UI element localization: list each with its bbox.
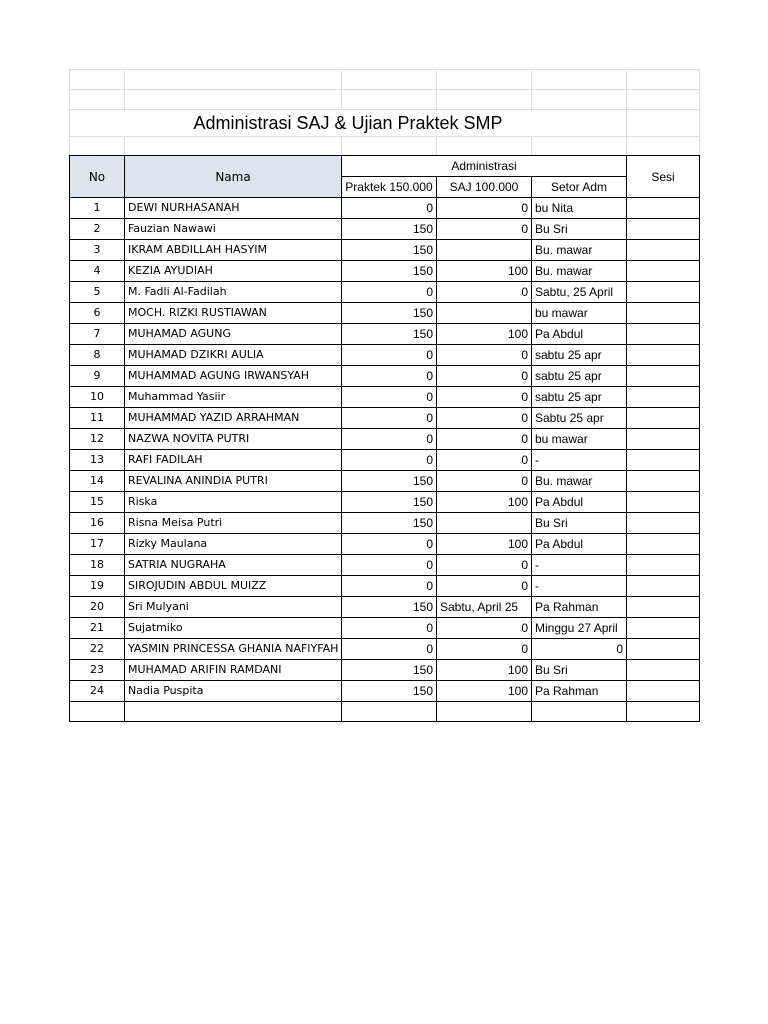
empty-cell[interactable] — [532, 702, 627, 722]
cell-nama[interactable]: KEZIA AYUDIAH — [125, 261, 342, 282]
cell-setor[interactable]: sabtu 25 apr — [532, 366, 627, 387]
cell-praktek[interactable]: 150 — [342, 660, 437, 681]
cell-no[interactable]: 16 — [70, 513, 125, 534]
cell-sesi[interactable] — [627, 408, 700, 429]
cell-sesi[interactable] — [627, 366, 700, 387]
cell-praktek[interactable]: 150 — [342, 240, 437, 261]
empty-cell[interactable] — [627, 702, 700, 722]
cell-saj[interactable]: 0 — [437, 618, 532, 639]
table-row — [70, 513, 700, 534]
cell-sesi[interactable] — [627, 450, 700, 471]
table-row — [70, 576, 700, 597]
header-administrasi[interactable]: Administrasi — [342, 156, 627, 177]
table-row — [70, 471, 700, 492]
cell-no[interactable]: 12 — [70, 429, 125, 450]
cell-no[interactable]: 24 — [70, 681, 125, 702]
cell-setor[interactable]: Sabtu 25 apr — [532, 408, 627, 429]
cell-setor[interactable]: - — [532, 555, 627, 576]
empty-cell[interactable] — [70, 90, 125, 110]
cell-nama[interactable]: MOCH. RIZKI RUSTIAWAN — [125, 303, 342, 324]
cell-no[interactable]: 19 — [70, 576, 125, 597]
cell-nama[interactable]: MUHAMMAD AGUNG IRWANSYAH — [125, 366, 342, 387]
empty-cell[interactable] — [627, 137, 700, 156]
cell-saj[interactable]: 0 — [437, 345, 532, 366]
empty-cell[interactable] — [125, 90, 342, 110]
cell-no[interactable]: 4 — [70, 261, 125, 282]
cell-no[interactable]: 18 — [70, 555, 125, 576]
empty-cell[interactable] — [627, 90, 700, 110]
cell-nama[interactable]: RAFI FADILAH — [125, 450, 342, 471]
cell-sesi[interactable] — [627, 639, 700, 660]
cell-nama[interactable]: Sri Mulyani — [125, 597, 342, 618]
cell-sesi[interactable] — [627, 534, 700, 555]
empty-cell[interactable] — [627, 110, 700, 137]
cell-nama[interactable]: SATRIA NUGRAHA — [125, 555, 342, 576]
cell-nama[interactable]: MUHAMAD AGUNG — [125, 324, 342, 345]
cell-praktek[interactable]: 150 — [342, 324, 437, 345]
cell-setor[interactable]: Bu Sri — [532, 513, 627, 534]
cell-sesi[interactable] — [627, 198, 700, 219]
cell-no[interactable]: 2 — [70, 219, 125, 240]
cell-sesi[interactable] — [627, 555, 700, 576]
empty-cell[interactable] — [437, 90, 532, 110]
cell-praktek[interactable]: 0 — [342, 282, 437, 303]
cell-praktek[interactable]: 0 — [342, 534, 437, 555]
cell-nama[interactable]: Rizky Maulana — [125, 534, 342, 555]
table-row — [70, 429, 700, 450]
table-row — [70, 618, 700, 639]
cell-sesi[interactable] — [627, 324, 700, 345]
cell-saj[interactable]: 0 — [437, 219, 532, 240]
cell-praktek[interactable]: 0 — [342, 576, 437, 597]
table-row — [70, 450, 700, 471]
cell-praktek[interactable]: 0 — [342, 429, 437, 450]
cell-sesi[interactable] — [627, 429, 700, 450]
cell-setor[interactable]: Sabtu, 25 April — [532, 282, 627, 303]
cell-sesi[interactable] — [627, 240, 700, 261]
cell-nama[interactable]: MUHAMAD DZIKRI AULIA — [125, 345, 342, 366]
cell-praktek[interactable]: 150 — [342, 681, 437, 702]
empty-cell[interactable] — [342, 702, 437, 722]
cell-sesi[interactable] — [627, 282, 700, 303]
table-row — [70, 597, 700, 618]
table-row — [70, 408, 700, 429]
cell-saj[interactable]: 0 — [437, 387, 532, 408]
cell-no[interactable]: 5 — [70, 282, 125, 303]
cell-setor[interactable]: sabtu 25 apr — [532, 345, 627, 366]
cell-setor[interactable]: Pa Abdul — [532, 534, 627, 555]
cell-praktek[interactable]: 0 — [342, 450, 437, 471]
cell-praktek[interactable]: 150 — [342, 513, 437, 534]
cell-praktek[interactable]: 150 — [342, 303, 437, 324]
cell-nama[interactable]: M. Fadli Al-Fadilah — [125, 282, 342, 303]
cell-praktek[interactable]: 150 — [342, 471, 437, 492]
cell-nama[interactable]: NAZWA NOVITA PUTRI — [125, 429, 342, 450]
table-row — [70, 555, 700, 576]
cell-no[interactable]: 11 — [70, 408, 125, 429]
empty-cell[interactable] — [342, 70, 437, 90]
cell-no[interactable]: 9 — [70, 366, 125, 387]
cell-saj[interactable]: 0 — [437, 639, 532, 660]
cell-sesi[interactable] — [627, 471, 700, 492]
cell-nama[interactable]: DEWI NURHASANAH — [125, 198, 342, 219]
cell-setor[interactable]: Minggu 27 April — [532, 618, 627, 639]
empty-cell[interactable] — [342, 137, 437, 156]
cell-no[interactable]: 6 — [70, 303, 125, 324]
cell-nama[interactable]: REVALINA ANINDIA PUTRI — [125, 471, 342, 492]
cell-saj[interactable]: 0 — [437, 408, 532, 429]
cell-saj[interactable] — [437, 303, 532, 324]
cell-no[interactable]: 20 — [70, 597, 125, 618]
cell-no[interactable]: 10 — [70, 387, 125, 408]
cell-sesi[interactable] — [627, 303, 700, 324]
cell-praktek[interactable]: 0 — [342, 639, 437, 660]
cell-saj[interactable] — [437, 513, 532, 534]
cell-saj[interactable]: 0 — [437, 555, 532, 576]
cell-nama[interactable]: Nadia Puspita — [125, 681, 342, 702]
empty-cell[interactable] — [532, 70, 627, 90]
cell-praktek[interactable]: 150 — [342, 261, 437, 282]
cell-setor[interactable]: - — [532, 450, 627, 471]
cell-sesi[interactable] — [627, 660, 700, 681]
cell-praktek[interactable]: 0 — [342, 345, 437, 366]
cell-praktek[interactable]: 150 — [342, 219, 437, 240]
cell-setor[interactable]: bu mawar — [532, 303, 627, 324]
cell-no[interactable]: 8 — [70, 345, 125, 366]
title-row — [70, 110, 700, 137]
table-row — [70, 660, 700, 681]
cell-sesi[interactable] — [627, 618, 700, 639]
cell-no[interactable]: 22 — [70, 639, 125, 660]
cell-sesi[interactable] — [627, 513, 700, 534]
header-setor[interactable]: Setor Adm — [532, 177, 627, 198]
cell-setor[interactable]: Bu Sri — [532, 660, 627, 681]
empty-cell[interactable] — [532, 90, 627, 110]
cell-praktek[interactable]: 0 — [342, 198, 437, 219]
header-row — [70, 156, 700, 177]
cell-sesi[interactable] — [627, 597, 700, 618]
cell-no[interactable]: 7 — [70, 324, 125, 345]
cell-saj[interactable]: 100 — [437, 492, 532, 513]
empty-cell[interactable] — [125, 70, 342, 90]
cell-saj[interactable]: 0 — [437, 429, 532, 450]
cell-praktek[interactable]: 0 — [342, 555, 437, 576]
cell-saj[interactable]: 100 — [437, 261, 532, 282]
spreadsheet-table — [69, 69, 700, 722]
cell-no[interactable]: 14 — [70, 471, 125, 492]
cell-saj[interactable]: 0 — [437, 471, 532, 492]
cell-praktek[interactable]: 0 — [342, 408, 437, 429]
cell-sesi[interactable] — [627, 345, 700, 366]
table-row — [70, 366, 700, 387]
cell-saj[interactable]: 0 — [437, 366, 532, 387]
cell-nama[interactable]: Fauzian Nawawi — [125, 219, 342, 240]
cell-setor[interactable]: Pa Rahman — [532, 681, 627, 702]
cell-setor[interactable]: Pa Abdul — [532, 492, 627, 513]
table-row — [70, 282, 700, 303]
cell-saj[interactable]: 0 — [437, 576, 532, 597]
empty-cell[interactable] — [437, 137, 532, 156]
header-nama[interactable]: Nama — [125, 156, 342, 198]
empty-cell[interactable] — [70, 137, 125, 156]
cell-setor[interactable]: Bu. mawar — [532, 261, 627, 282]
cell-sesi[interactable] — [627, 492, 700, 513]
cell-sesi[interactable] — [627, 681, 700, 702]
header-saj[interactable]: SAJ 100.000 — [437, 177, 532, 198]
cell-saj[interactable]: 0 — [437, 450, 532, 471]
empty-cell[interactable] — [627, 70, 700, 90]
table-row — [70, 534, 700, 555]
table-row — [70, 639, 700, 660]
cell-no[interactable]: 15 — [70, 492, 125, 513]
header-no[interactable]: No — [70, 156, 125, 198]
cell-nama[interactable]: MUHAMMAD YAZID ARRAHMAN — [125, 408, 342, 429]
empty-cell[interactable] — [70, 702, 125, 722]
empty-cell[interactable] — [342, 90, 437, 110]
empty-cell[interactable] — [70, 70, 125, 90]
table-row — [70, 303, 700, 324]
table-row — [70, 240, 700, 261]
cell-no[interactable]: 13 — [70, 450, 125, 471]
cell-nama[interactable]: IKRAM ABDILLAH HASYIM — [125, 240, 342, 261]
cell-sesi[interactable] — [627, 261, 700, 282]
cell-setor[interactable]: Bu Sri — [532, 219, 627, 240]
empty-cell[interactable] — [437, 70, 532, 90]
cell-saj[interactable]: 100 — [437, 534, 532, 555]
cell-saj[interactable]: 0 — [437, 282, 532, 303]
table-row — [70, 324, 700, 345]
cell-nama[interactable]: SIROJUDIN ABDUL MUIZZ — [125, 576, 342, 597]
table-row — [70, 345, 700, 366]
table-row — [70, 387, 700, 408]
cell-saj[interactable]: 100 — [437, 681, 532, 702]
empty-cell[interactable] — [125, 702, 342, 722]
cell-saj[interactable] — [437, 240, 532, 261]
cell-nama[interactable]: Riska — [125, 492, 342, 513]
cell-setor[interactable]: Pa Abdul — [532, 324, 627, 345]
cell-setor[interactable]: bu mawar — [532, 429, 627, 450]
cell-praktek[interactable]: 0 — [342, 618, 437, 639]
cell-no[interactable]: 3 — [70, 240, 125, 261]
cell-no[interactable]: 21 — [70, 618, 125, 639]
table-row — [70, 219, 700, 240]
empty-cell[interactable] — [125, 137, 342, 156]
cell-setor[interactable]: Bu. mawar — [532, 240, 627, 261]
cell-saj[interactable]: 100 — [437, 660, 532, 681]
empty-cell[interactable] — [532, 137, 627, 156]
table-row — [70, 492, 700, 513]
cell-praktek[interactable]: 150 — [342, 492, 437, 513]
cell-sesi[interactable] — [627, 576, 700, 597]
empty-row — [70, 702, 700, 722]
cell-praktek[interactable]: 150 — [342, 597, 437, 618]
cell-praktek[interactable]: 0 — [342, 366, 437, 387]
empty-row — [70, 137, 700, 156]
cell-no[interactable]: 1 — [70, 198, 125, 219]
empty-row — [70, 70, 700, 90]
cell-no[interactable]: 17 — [70, 534, 125, 555]
cell-saj[interactable]: Sabtu, April 25 — [437, 597, 532, 618]
cell-setor[interactable]: 0 — [532, 639, 627, 660]
cell-sesi[interactable] — [627, 219, 700, 240]
cell-setor[interactable]: bu Nita — [532, 198, 627, 219]
sheet-title[interactable]: Administrasi SAJ & Ujian Praktek SMP — [70, 110, 627, 137]
cell-no[interactable]: 23 — [70, 660, 125, 681]
cell-setor[interactable]: Bu. mawar — [532, 471, 627, 492]
cell-nama[interactable]: MUHAMAD ARIFIN RAMDANI — [125, 660, 342, 681]
cell-nama[interactable]: Sujatmiko — [125, 618, 342, 639]
header-praktek[interactable]: Praktek 150.000 — [342, 177, 437, 198]
cell-setor[interactable]: Pa Rahman — [532, 597, 627, 618]
cell-nama[interactable]: Muhammad Yasiir — [125, 387, 342, 408]
table-row — [70, 261, 700, 282]
empty-row — [70, 90, 700, 110]
cell-nama[interactable]: Risna Meisa Putri — [125, 513, 342, 534]
cell-setor[interactable]: sabtu 25 apr — [532, 387, 627, 408]
cell-praktek[interactable]: 0 — [342, 387, 437, 408]
cell-setor[interactable]: - — [532, 576, 627, 597]
empty-cell[interactable] — [437, 702, 532, 722]
cell-saj[interactable]: 100 — [437, 324, 532, 345]
table-row — [70, 198, 700, 219]
cell-saj[interactable]: 0 — [437, 198, 532, 219]
header-sesi[interactable]: Sesi — [627, 156, 700, 198]
cell-nama[interactable]: YASMIN PRINCESSA GHANIA NAFIYFAH — [125, 639, 342, 660]
cell-sesi[interactable] — [627, 387, 700, 408]
table-row — [70, 681, 700, 702]
